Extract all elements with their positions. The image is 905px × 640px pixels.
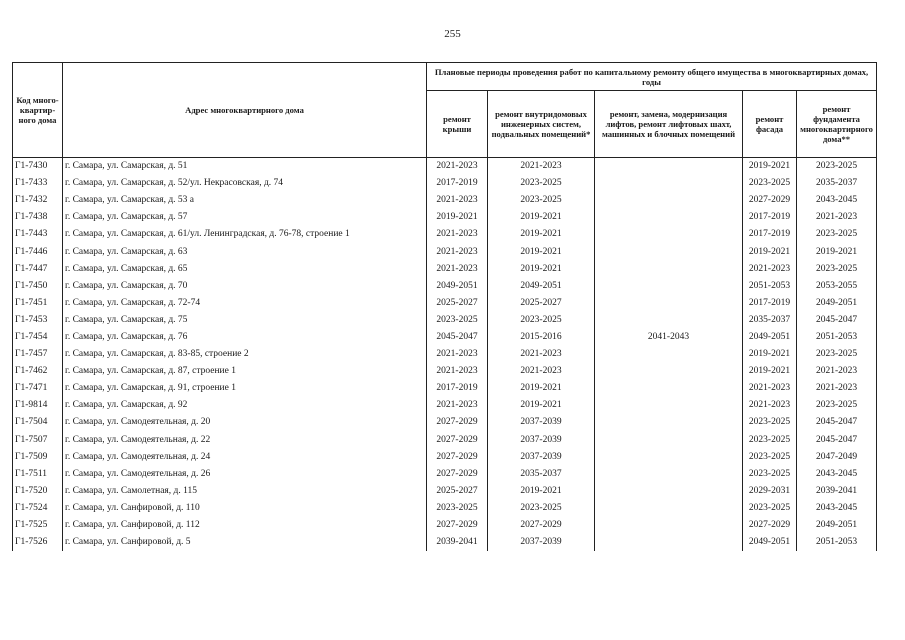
cell-code: Г1-7471 (13, 380, 63, 397)
cell-systems: 2049-2051 (488, 278, 595, 295)
cell-facade: 2023-2025 (743, 175, 797, 192)
table-row (13, 261, 877, 278)
table-row (13, 158, 877, 176)
cell-foundation: 2043-2045 (797, 500, 877, 517)
cell-address: г. Самара, ул. Самарская, д. 83-85, строение 2 (63, 346, 427, 363)
header-address: Адрес многоквартирного дома (63, 63, 427, 158)
cell-roof: 2025-2027 (427, 295, 488, 312)
cell-elevators (595, 397, 743, 414)
cell-elevators (595, 500, 743, 517)
table-body (13, 158, 877, 552)
cell-facade: 2023-2025 (743, 500, 797, 517)
cell-facade: 2027-2029 (743, 517, 797, 534)
cell-code: Г1-7433 (13, 175, 63, 192)
cell-roof: 2025-2027 (427, 483, 488, 500)
cell-systems: 2021-2023 (488, 346, 595, 363)
cell-roof: 2021-2023 (427, 158, 488, 176)
cell-elevators (595, 380, 743, 397)
table-row (13, 534, 877, 551)
cell-foundation: 2023-2025 (797, 346, 877, 363)
cell-elevators (595, 243, 743, 260)
cell-code: Г1-7520 (13, 483, 63, 500)
cell-foundation: 2021-2023 (797, 363, 877, 380)
cell-address: г. Самара, ул. Самарская, д. 91, строение 1 (63, 380, 427, 397)
cell-address: г. Самара, ул. Самарская, д. 70 (63, 278, 427, 295)
table-row (13, 226, 877, 243)
cell-foundation: 2023-2025 (797, 158, 877, 176)
cell-roof: 2021-2023 (427, 192, 488, 209)
cell-roof: 2021-2023 (427, 226, 488, 243)
cell-facade: 2021-2023 (743, 397, 797, 414)
table-row (13, 243, 877, 260)
cell-code: Г1-7447 (13, 261, 63, 278)
cell-code: Г1-7438 (13, 209, 63, 226)
cell-address: г. Самара, ул. Самолетная, д. 115 (63, 483, 427, 500)
cell-code: Г1-7504 (13, 414, 63, 431)
cell-systems: 2037-2039 (488, 414, 595, 431)
cell-elevators: 2041-2043 (595, 329, 743, 346)
cell-roof: 2039-2041 (427, 534, 488, 551)
cell-foundation: 2045-2047 (797, 312, 877, 329)
cell-code: Г1-7446 (13, 243, 63, 260)
cell-elevators (595, 534, 743, 551)
cell-facade: 2019-2021 (743, 158, 797, 176)
cell-systems: 2015-2016 (488, 329, 595, 346)
cell-address: г. Самара, ул. Самодеятельная, д. 20 (63, 414, 427, 431)
cell-systems: 2019-2021 (488, 380, 595, 397)
cell-systems: 2037-2039 (488, 449, 595, 466)
cell-systems: 2019-2021 (488, 209, 595, 226)
cell-address: г. Самара, ул. Самарская, д. 75 (63, 312, 427, 329)
cell-address: г. Самара, ул. Самодеятельная, д. 26 (63, 466, 427, 483)
cell-foundation: 2051-2053 (797, 534, 877, 551)
cell-roof: 2027-2029 (427, 517, 488, 534)
cell-systems: 2027-2029 (488, 517, 595, 534)
cell-elevators (595, 466, 743, 483)
cell-facade: 2027-2029 (743, 192, 797, 209)
cell-systems: 2023-2025 (488, 312, 595, 329)
cell-code: Г1-9814 (13, 397, 63, 414)
cell-facade: 2021-2023 (743, 380, 797, 397)
cell-foundation: 2049-2051 (797, 517, 877, 534)
cell-roof: 2049-2051 (427, 278, 488, 295)
cell-systems: 2019-2021 (488, 261, 595, 278)
header-roof: ремонт крыши (427, 91, 488, 158)
cell-foundation: 2045-2047 (797, 414, 877, 431)
cell-systems: 2021-2023 (488, 158, 595, 176)
cell-address: г. Самара, ул. Самарская, д. 57 (63, 209, 427, 226)
header-elevators: ремонт, замена, модернизация лифтов, ремонт лифтовых шахт, машинных и блочных помещений (595, 91, 743, 158)
cell-facade: 2023-2025 (743, 466, 797, 483)
header-code: Код много-квартир-ного дома (13, 63, 63, 158)
cell-elevators (595, 483, 743, 500)
cell-code: Г1-7453 (13, 312, 63, 329)
cell-systems: 2035-2037 (488, 466, 595, 483)
cell-elevators (595, 517, 743, 534)
cell-foundation: 2043-2045 (797, 192, 877, 209)
cell-foundation: 2039-2041 (797, 483, 877, 500)
cell-roof: 2017-2019 (427, 175, 488, 192)
cell-code: Г1-7526 (13, 534, 63, 551)
cell-address: г. Самара, ул. Самарская, д. 53 а (63, 192, 427, 209)
cell-foundation: 2051-2053 (797, 329, 877, 346)
cell-facade: 2021-2023 (743, 261, 797, 278)
cell-facade: 2051-2053 (743, 278, 797, 295)
cell-systems: 2037-2039 (488, 432, 595, 449)
cell-roof: 2021-2023 (427, 363, 488, 380)
cell-elevators (595, 363, 743, 380)
cell-address: г. Самара, ул. Самарская, д. 65 (63, 261, 427, 278)
cell-address: г. Самара, ул. Самарская, д. 63 (63, 243, 427, 260)
cell-code: Г1-7454 (13, 329, 63, 346)
cell-roof: 2021-2023 (427, 243, 488, 260)
cell-code: Г1-7524 (13, 500, 63, 517)
cell-systems: 2021-2023 (488, 363, 595, 380)
cell-elevators (595, 449, 743, 466)
cell-roof: 2045-2047 (427, 329, 488, 346)
capital-repair-table (12, 62, 877, 551)
cell-facade: 2019-2021 (743, 243, 797, 260)
cell-facade: 2029-2031 (743, 483, 797, 500)
cell-facade: 2017-2019 (743, 226, 797, 243)
cell-foundation: 2019-2021 (797, 243, 877, 260)
cell-elevators (595, 346, 743, 363)
cell-elevators (595, 175, 743, 192)
table-row (13, 346, 877, 363)
table-row (13, 414, 877, 431)
cell-systems: 2019-2021 (488, 397, 595, 414)
cell-facade: 2023-2025 (743, 414, 797, 431)
cell-address: г. Самара, ул. Самарская, д. 51 (63, 158, 427, 176)
cell-address: г. Самара, ул. Санфировой, д. 5 (63, 534, 427, 551)
cell-elevators (595, 261, 743, 278)
cell-foundation: 2049-2051 (797, 295, 877, 312)
header-foundation: ремонт фундамента многоквартирного дома** (797, 91, 877, 158)
cell-code: Г1-7507 (13, 432, 63, 449)
cell-systems: 2023-2025 (488, 192, 595, 209)
cell-code: Г1-7443 (13, 226, 63, 243)
cell-facade: 2023-2025 (743, 432, 797, 449)
cell-facade: 2035-2037 (743, 312, 797, 329)
cell-roof: 2027-2029 (427, 466, 488, 483)
cell-roof: 2023-2025 (427, 312, 488, 329)
table-row (13, 432, 877, 449)
cell-elevators (595, 312, 743, 329)
cell-elevators (595, 158, 743, 176)
cell-address: г. Самара, ул. Санфировой, д. 112 (63, 517, 427, 534)
cell-roof: 2027-2029 (427, 414, 488, 431)
table-row (13, 449, 877, 466)
cell-code: Г1-7462 (13, 363, 63, 380)
cell-code: Г1-7451 (13, 295, 63, 312)
cell-address: г. Самара, ул. Самарская, д. 87, строение 1 (63, 363, 427, 380)
header-systems: ремонт внутридомовых инженерных систем, подвальных помещений* (488, 91, 595, 158)
cell-code: Г1-7430 (13, 158, 63, 176)
cell-code: Г1-7432 (13, 192, 63, 209)
cell-roof: 2017-2019 (427, 380, 488, 397)
cell-foundation: 2043-2045 (797, 466, 877, 483)
cell-roof: 2019-2021 (427, 209, 488, 226)
cell-foundation: 2023-2025 (797, 397, 877, 414)
header-facade: ремонт фасада (743, 91, 797, 158)
cell-code: Г1-7509 (13, 449, 63, 466)
cell-foundation: 2021-2023 (797, 209, 877, 226)
cell-facade: 2017-2019 (743, 209, 797, 226)
cell-foundation: 2023-2025 (797, 226, 877, 243)
cell-foundation: 2047-2049 (797, 449, 877, 466)
cell-systems: 2023-2025 (488, 175, 595, 192)
cell-code: Г1-7525 (13, 517, 63, 534)
cell-systems: 2019-2021 (488, 483, 595, 500)
cell-roof: 2021-2023 (427, 397, 488, 414)
cell-roof: 2027-2029 (427, 432, 488, 449)
cell-address: г. Самара, ул. Самарская, д. 72-74 (63, 295, 427, 312)
cell-address: г. Самара, ул. Самодеятельная, д. 24 (63, 449, 427, 466)
table-row (13, 192, 877, 209)
table-row (13, 312, 877, 329)
table-row (13, 500, 877, 517)
cell-foundation: 2035-2037 (797, 175, 877, 192)
cell-facade: 2017-2019 (743, 295, 797, 312)
cell-address: г. Самара, ул. Санфировой, д. 110 (63, 500, 427, 517)
page-number: 255 (444, 28, 461, 40)
cell-address: г. Самара, ул. Самарская, д. 76 (63, 329, 427, 346)
cell-roof: 2027-2029 (427, 449, 488, 466)
cell-elevators (595, 278, 743, 295)
cell-facade: 2049-2051 (743, 329, 797, 346)
cell-systems: 2023-2025 (488, 500, 595, 517)
cell-code: Г1-7457 (13, 346, 63, 363)
cell-roof: 2021-2023 (427, 346, 488, 363)
table-row (13, 363, 877, 380)
cell-elevators (595, 432, 743, 449)
cell-foundation: 2021-2023 (797, 380, 877, 397)
table-row (13, 209, 877, 226)
cell-elevators (595, 295, 743, 312)
cell-facade: 2023-2025 (743, 449, 797, 466)
table-row (13, 517, 877, 534)
cell-foundation: 2023-2025 (797, 261, 877, 278)
table-row (13, 397, 877, 414)
cell-systems: 2019-2021 (488, 226, 595, 243)
table-row (13, 466, 877, 483)
cell-address: г. Самара, ул. Самодеятельная, д. 22 (63, 432, 427, 449)
cell-elevators (595, 209, 743, 226)
cell-roof: 2023-2025 (427, 500, 488, 517)
cell-elevators (595, 192, 743, 209)
cell-elevators (595, 414, 743, 431)
cell-address: г. Самара, ул. Самарская, д. 92 (63, 397, 427, 414)
cell-systems: 2019-2021 (488, 243, 595, 260)
cell-code: Г1-7511 (13, 466, 63, 483)
cell-code: Г1-7450 (13, 278, 63, 295)
cell-facade: 2019-2021 (743, 346, 797, 363)
table-row (13, 278, 877, 295)
table-row (13, 483, 877, 500)
cell-facade: 2049-2051 (743, 534, 797, 551)
table-row (13, 380, 877, 397)
header-work-periods: Плановые периоды проведения работ по капитальному ремонту общего имущества в многоквартирных домах, годы (427, 63, 877, 91)
cell-address: г. Самара, ул. Самарская, д. 52/ул. Некрасовская, д. 74 (63, 175, 427, 192)
table-row (13, 295, 877, 312)
cell-foundation: 2053-2055 (797, 278, 877, 295)
cell-systems: 2025-2027 (488, 295, 595, 312)
cell-foundation: 2045-2047 (797, 432, 877, 449)
cell-elevators (595, 226, 743, 243)
cell-address: г. Самара, ул. Самарская, д. 61/ул. Ленинградская, д. 76-78, строение 1 (63, 226, 427, 243)
table-row (13, 175, 877, 192)
cell-roof: 2021-2023 (427, 261, 488, 278)
cell-systems: 2037-2039 (488, 534, 595, 551)
cell-facade: 2019-2021 (743, 363, 797, 380)
table-row (13, 329, 877, 346)
